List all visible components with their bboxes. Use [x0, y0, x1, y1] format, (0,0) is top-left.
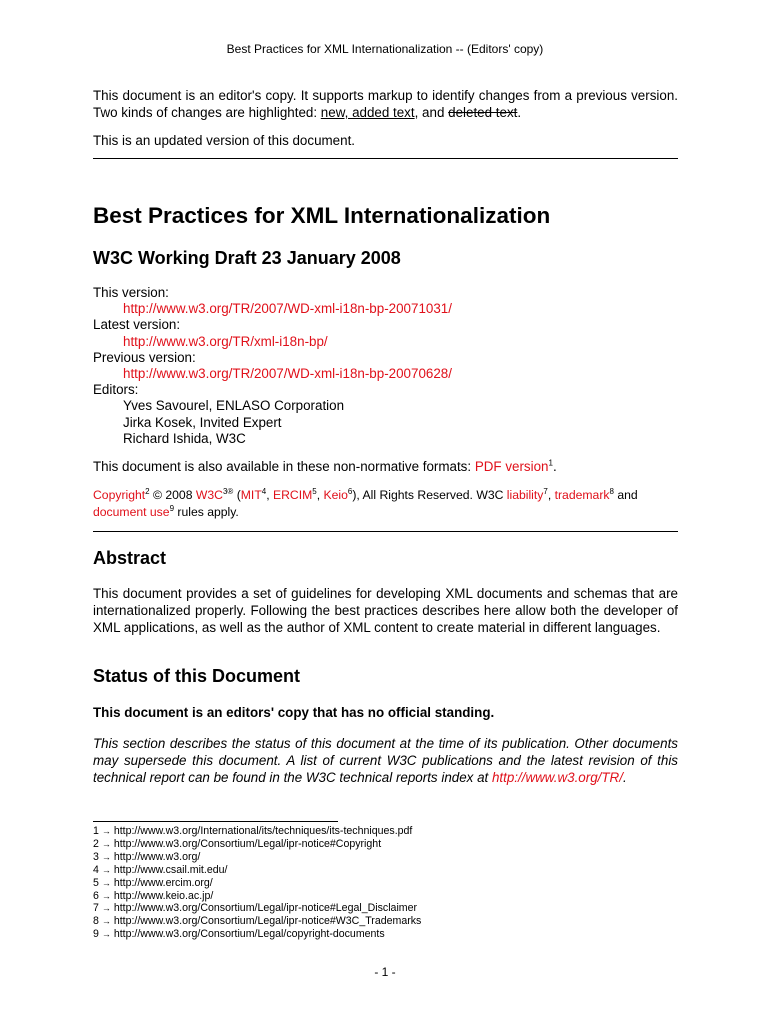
footnote-item: [93, 838, 421, 851]
intro-text-middle: , and: [414, 105, 449, 120]
footnote-ref: 3®: [222, 486, 234, 496]
footnote-number: 6: [93, 889, 99, 902]
formats-text: This document is also available in these non-normative formats:: [93, 459, 475, 474]
editor-name: Richard Ishida, W3C: [123, 430, 246, 446]
liability-link[interactable]: liability: [506, 488, 544, 502]
status-text: [93, 735, 678, 786]
arrow-right-icon: →: [101, 864, 111, 875]
status-end: .: [622, 770, 627, 785]
abstract-text: This document provides a set of guidelines for developing XML documents and schemas that are internationalized properly. Following the best practices describes here allow both the developer of XML applications, as well as the author of XML content to create material in different languages.: [93, 586, 678, 635]
footnote-url[interactable]: http://www.keio.ac.jp/: [113, 889, 214, 902]
arrow-right-icon: →: [101, 826, 111, 836]
status-official-standing: This document is an editors' copy that has no official standing.: [93, 705, 495, 720]
footnote-ref: 9: [169, 503, 175, 513]
tr-index-link[interactable]: http://www.w3.org/TR/: [491, 770, 623, 785]
copyright-text: ,: [316, 488, 324, 502]
arrow-right-icon: →: [101, 916, 111, 927]
updated-version-note: This is an updated version of this document.: [93, 133, 356, 148]
page-subtitle: W3C Working Draft 23 January 2008: [93, 248, 401, 268]
footnote-item: [93, 877, 421, 890]
footnote-number: 9: [93, 928, 99, 941]
arrow-right-icon: →: [101, 838, 111, 849]
footnote-ref: 6: [347, 486, 353, 496]
trademark-link[interactable]: trademark: [554, 488, 610, 502]
footnote-url[interactable]: http://www.w3.org/Consortium/Legal/ipr-notice#Copyright: [113, 837, 382, 850]
footnote-divider: [93, 821, 338, 822]
footnote-item: [93, 825, 421, 838]
latest-version-link[interactable]: http://www.w3.org/TR/xml-i18n-bp/: [123, 333, 328, 349]
version-list: [93, 285, 452, 447]
arrow-right-icon: →: [101, 851, 111, 862]
footnote-number: 8: [93, 915, 99, 928]
footnote-item: [93, 890, 421, 903]
formats-end: .: [552, 459, 557, 474]
arrow-right-icon: →: [101, 903, 111, 914]
footnote-number: 4: [93, 863, 99, 876]
footnote-item: [93, 928, 421, 941]
copyright-text: (: [233, 488, 241, 502]
footnote-url[interactable]: http://www.w3.org/: [113, 850, 201, 863]
footnote-item: [93, 902, 421, 915]
status-heading: Status of this Document: [93, 666, 301, 686]
footnote-number: 5: [93, 876, 99, 889]
intro-text: This document is an editor's copy. It supports markup to identify changes from a previous version. Two kinds of changes are highlighted:: [93, 88, 678, 120]
running-head: Best Practices for XML Internationalization -- (Editors' copy): [226, 42, 544, 56]
footnote-ref: 1: [548, 458, 553, 468]
abstract-divider: [93, 531, 678, 532]
pdf-version-link[interactable]: PDF version: [474, 459, 549, 474]
intro-text-end: .: [517, 105, 522, 120]
mit-link[interactable]: MIT: [240, 488, 262, 502]
document-use-link[interactable]: document use: [93, 504, 170, 519]
ercim-link[interactable]: ERCIM: [273, 488, 313, 502]
footnote-item: [93, 915, 421, 928]
previous-version-label: Previous version:: [93, 349, 196, 365]
copyright-text: rules apply.: [174, 504, 239, 519]
editor-name: Yves Savourel, ENLASO Corporation: [123, 398, 345, 414]
footnote-url[interactable]: http://www.ercim.org/: [113, 876, 213, 889]
footnote-number: 3: [93, 850, 99, 863]
footnote-ref: 4: [261, 486, 267, 496]
footnote-url[interactable]: http://www.w3.org/Consortium/Legal/ipr-notice#W3C_Trademarks: [113, 915, 422, 928]
footnote-item: [93, 864, 421, 877]
arrow-right-icon: →: [101, 929, 111, 940]
editors-label: Editors:: [93, 382, 139, 398]
footnote-ref: 5: [312, 486, 317, 496]
copyright-notice: [93, 487, 678, 520]
status-description: This section describes the status of this document at the time of its publication. Other documents may supersede this document. A list of current W3C publications and the latest revision of this technical report can be found in the W3C technical reports index at: [93, 736, 678, 785]
copyright-text: ,: [547, 488, 555, 502]
formats-line: [93, 458, 678, 475]
footnote-ref: 8: [609, 486, 614, 496]
deleted-text-sample: deleted text: [448, 105, 518, 120]
abstract-heading: Abstract: [93, 548, 167, 568]
footnote-url[interactable]: http://www.csail.mit.edu/: [113, 863, 228, 876]
footnote-url[interactable]: http://www.w3.org/Consortium/Legal/ipr-notice#Legal_Disclaimer: [113, 902, 418, 915]
footnote-item: [93, 851, 421, 864]
arrow-right-icon: →: [101, 877, 111, 888]
editor-name: Jirka Kosek, Invited Expert: [123, 414, 282, 430]
footnote-url[interactable]: http://www.w3.org/International/its/techniques/its-techniques.pdf: [113, 825, 413, 837]
footnote-number: 7: [93, 902, 99, 915]
footnote-number: 2: [93, 837, 99, 850]
copyright-text: ), All Rights Reserved. W3C: [352, 488, 507, 502]
copyright-text: and: [613, 488, 638, 502]
footnote-list: [93, 825, 421, 941]
this-version-label: This version:: [93, 285, 169, 300]
previous-version-link[interactable]: http://www.w3.org/TR/2007/WD-xml-i18n-bp-20070628/: [123, 366, 452, 382]
copyright-year: © 2008: [149, 488, 196, 502]
copyright-text: ,: [266, 488, 273, 502]
intro-paragraph: [93, 87, 678, 121]
header-divider: [93, 158, 678, 159]
page-title: Best Practices for XML Internationalization: [93, 203, 551, 228]
arrow-right-icon: →: [101, 890, 111, 901]
footnote-ref: 2: [145, 486, 150, 496]
footnote-number: 1: [93, 825, 99, 837]
footnote-url[interactable]: http://www.w3.org/Consortium/Legal/copyright-documents: [113, 928, 385, 941]
w3c-link[interactable]: W3C: [195, 488, 223, 502]
footnote-ref: 7: [543, 486, 548, 496]
added-text-sample: new, added text: [320, 105, 415, 120]
copyright-link[interactable]: Copyright: [93, 488, 146, 502]
page-number: - 1 -: [374, 965, 396, 979]
this-version-link[interactable]: http://www.w3.org/TR/2007/WD-xml-i18n-bp-20071031/: [123, 301, 452, 317]
keio-link[interactable]: Keio: [323, 488, 348, 502]
latest-version-label: Latest version:: [93, 317, 181, 333]
